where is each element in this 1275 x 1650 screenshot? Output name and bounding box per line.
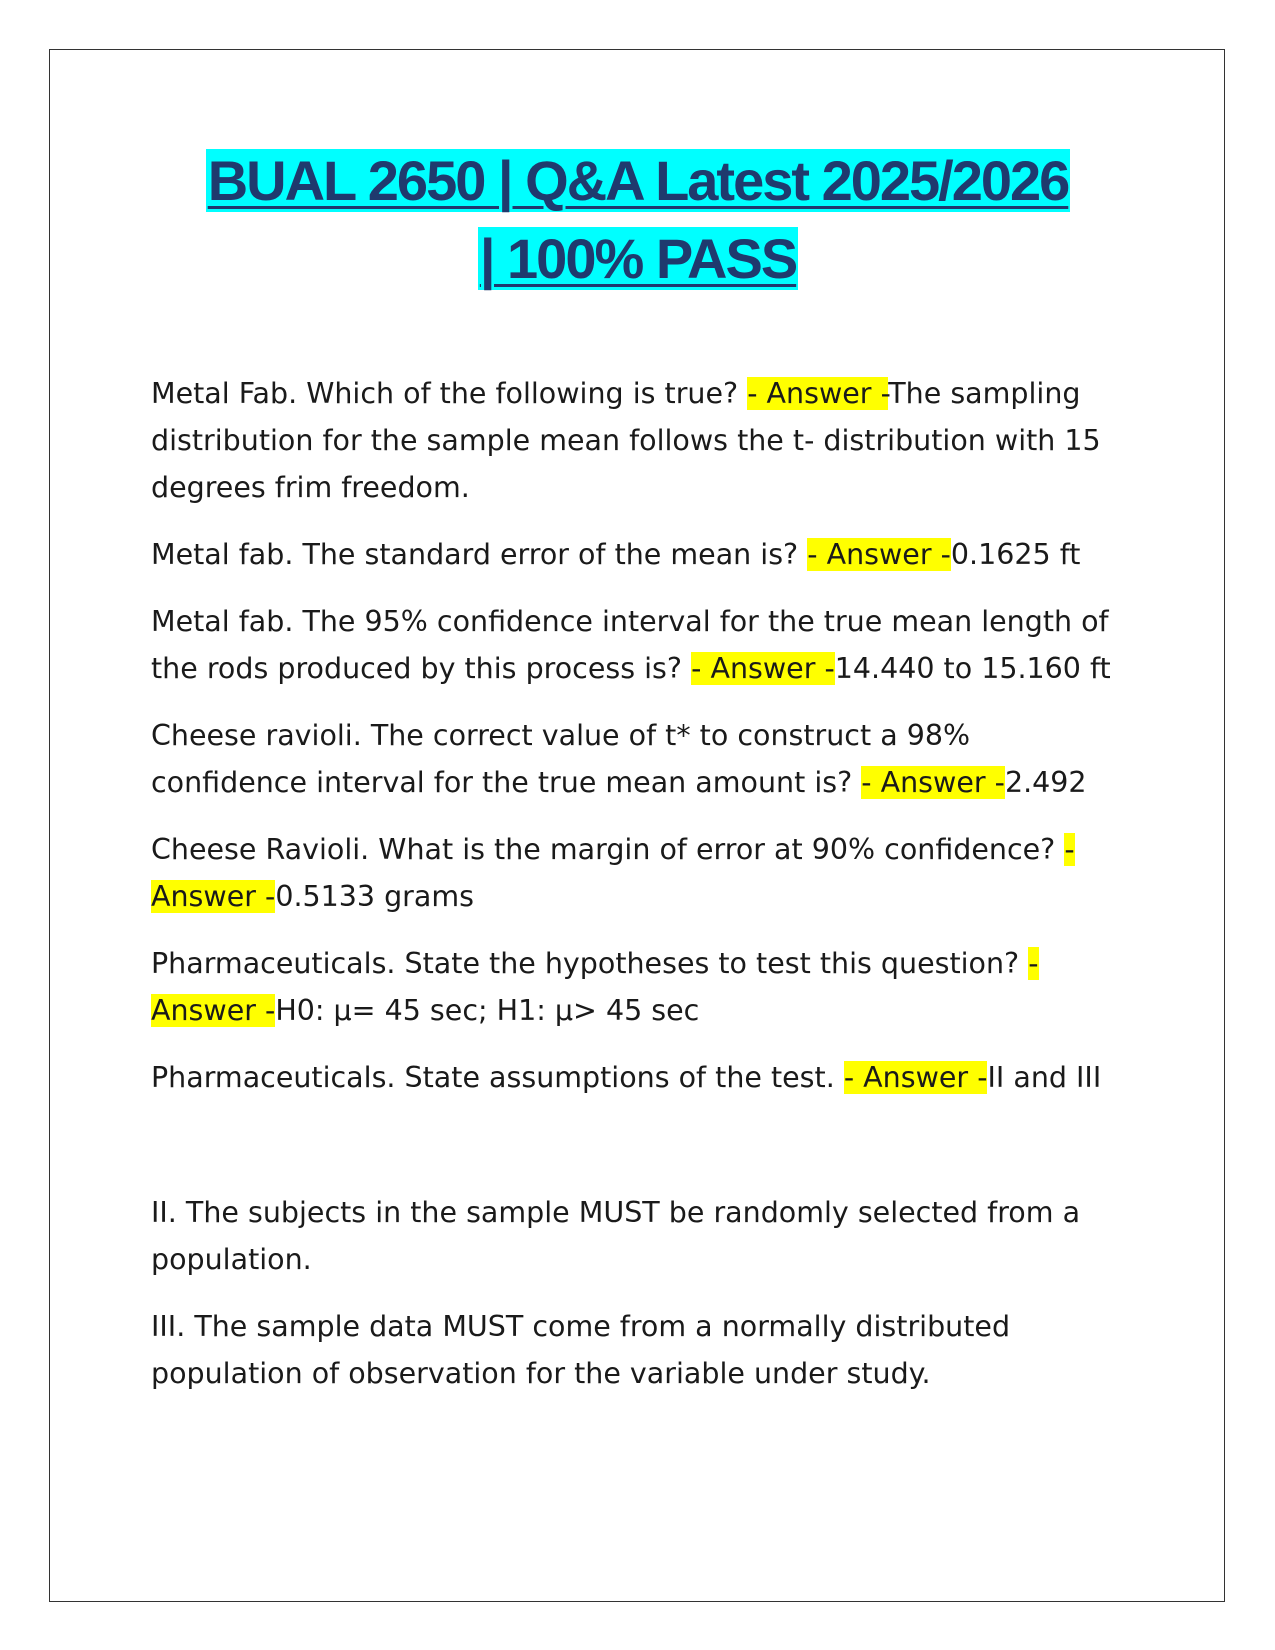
answer-text: 0.5133 grams (275, 880, 474, 913)
question-text: Cheese Ravioli. What is the margin of error at 90% confidence? (151, 833, 1065, 866)
qa-item (151, 940, 1131, 1034)
answer-marker: - Answer - (861, 766, 1005, 799)
answer-marker: - Answer - (747, 377, 889, 410)
title-line-1: BUAL 2650 | Q&A Latest 2025/2026 (207, 149, 1069, 212)
answer-text: The sampling distribution for the sample mean follows the t- distribution with 15 degrees frim freedom. (151, 377, 1101, 504)
answer-marker: - Answer - (843, 1061, 988, 1094)
qa-item (151, 826, 1131, 920)
qa-item (151, 531, 1131, 578)
question-text: Metal Fab. Which of the following is true? (151, 377, 748, 410)
answer-marker: - Answer - (151, 947, 1039, 1027)
question-text: Metal fab. The standard error of the mean is? (151, 538, 808, 571)
question-text: Metal fab. The 95% confidence interval for the true mean length of the rods produced by this process is? (151, 605, 1109, 685)
question-text: Pharmaceuticals. State assumptions of the test. (151, 1061, 844, 1094)
question-text: Cheese ravioli. The correct value of t* to construct a 98% confidence interval for the true mean amount is? (151, 719, 971, 799)
answer-text: 2.492 (1004, 766, 1087, 799)
qa-content (151, 370, 1131, 1417)
answer-text: H0: µ= 45 sec; H1: µ> 45 sec (275, 994, 700, 1027)
question-text: Pharmaceuticals. State the hypotheses to test this question? (151, 947, 1029, 980)
answer-text: 0.1625 ft (950, 538, 1081, 571)
answer-text: II and III (987, 1061, 1102, 1094)
qa-item (151, 370, 1131, 511)
title-line-2: | 100% PASS (479, 227, 797, 290)
answer-marker: - Answer - (691, 652, 835, 685)
answer-marker: - Answer - (807, 538, 951, 571)
qa-item (151, 598, 1131, 692)
document-title (100, 142, 1176, 298)
spacer (151, 1121, 1131, 1189)
qa-item (151, 1054, 1131, 1101)
answer-marker: - Answer - (151, 833, 1075, 913)
qa-item (151, 712, 1131, 806)
assumption-note: III. The sample data MUST come from a normally distributed population of observation for the variable under study. (151, 1310, 1011, 1390)
assumption-note: II. The subjects in the sample MUST be randomly selected from a population. (151, 1196, 1081, 1276)
answer-text: 14.440 to 15.160 ft (834, 652, 1111, 685)
